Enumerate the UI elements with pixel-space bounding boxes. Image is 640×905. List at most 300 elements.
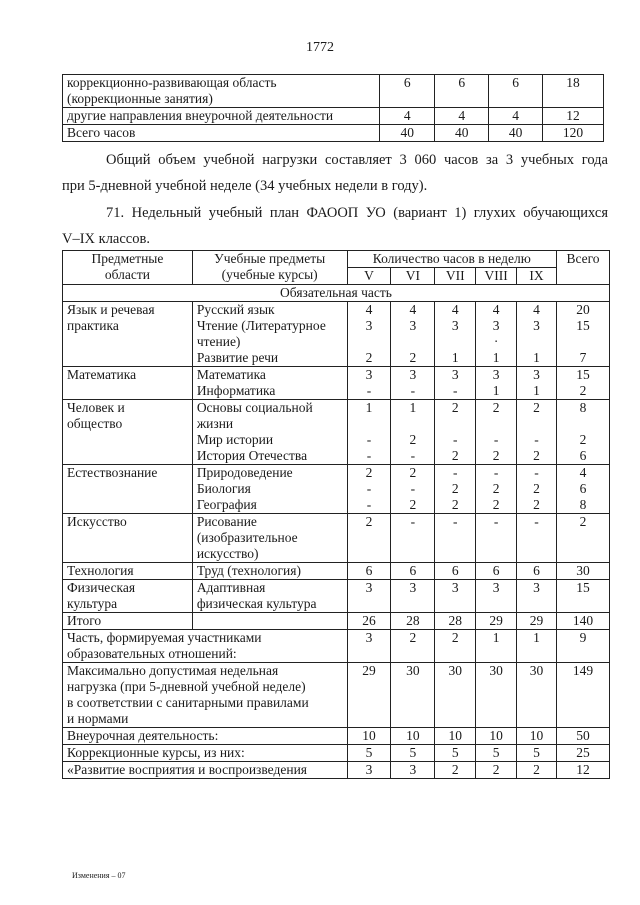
total-hours (557, 745, 610, 762)
grade-hours (347, 728, 391, 745)
row-value-line: 4 (403, 108, 411, 123)
grade-header-line: VII (445, 268, 465, 283)
row-label (63, 75, 380, 108)
continuation-table (62, 74, 604, 142)
grade-hours (517, 613, 557, 630)
row-value-line: 4 (458, 108, 466, 123)
summary-label-line: Итого (67, 613, 102, 628)
grade-hours-line: 3 (533, 318, 540, 333)
grade-hours-line: 30 (489, 663, 503, 678)
grade-hours-line: 3 (365, 630, 373, 645)
grade-hours (391, 762, 435, 779)
grade-hours-line: - (534, 432, 539, 447)
grade-header-line: VIII (484, 268, 508, 283)
grade-hours-line: 6 (492, 563, 500, 578)
total-hours-line: 50 (576, 728, 590, 743)
subject-list-line: жизни (196, 416, 234, 431)
grade-hours (476, 400, 517, 465)
row-value-line: 18 (566, 75, 580, 90)
total-hours-line: 12 (576, 762, 590, 777)
summary-label (63, 745, 348, 762)
row-value-line: 6 (458, 75, 466, 90)
grade-hours-line: 3 (451, 318, 459, 333)
grade-hours-line: 5 (451, 745, 459, 760)
grade-hours-line (521, 334, 552, 350)
grade-hours-line: 2 (409, 350, 417, 365)
row-value-line: 6 (403, 75, 411, 90)
grade-hours-line: 5 (533, 745, 540, 760)
grade-hours (476, 663, 517, 728)
grade-hours-line: 5 (409, 745, 417, 760)
grade-hours-line: 2 (409, 630, 417, 645)
subject-area-line: Математика (67, 367, 137, 382)
grade-hours-line: 3 (409, 318, 417, 333)
grade-hours-line: 1 (492, 350, 500, 365)
grade-hours (391, 728, 435, 745)
grade-header-line: V (364, 268, 374, 283)
grade-hours-line: · (493, 334, 499, 349)
grade-hours-line: 2 (451, 448, 459, 463)
total-hours (557, 630, 610, 663)
summary-label-line: Коррекционные курсы, из них: (67, 745, 245, 760)
total-hours-line: 15 (576, 318, 590, 333)
grade-hours-line: 2 (409, 465, 417, 480)
grade-hours (391, 663, 435, 728)
subject-area-line: Человек и (67, 400, 125, 415)
grade-hours (347, 580, 391, 613)
grade-hours-line: - (366, 481, 372, 496)
subject-area-row (63, 367, 610, 400)
total-hours (557, 728, 610, 745)
grade-hours-line: 3 (409, 762, 417, 777)
total-hours (557, 563, 610, 580)
total-hours (557, 663, 610, 728)
header-subjects-line: Учебные предметы (214, 251, 326, 266)
grade-hours-line: 3 (365, 762, 373, 777)
grade-hours-line: 30 (448, 663, 462, 678)
subject-list-line: Русский язык (196, 302, 275, 317)
grade-hours-line (439, 416, 471, 432)
grade-hours (391, 514, 435, 563)
grade-hours-line: - (452, 383, 458, 398)
grade-hours-line: 2 (492, 497, 500, 512)
header-row (63, 251, 610, 268)
row-label-line: коррекционно-развивающая область (67, 75, 277, 90)
row-value (435, 125, 489, 142)
grade-hours-line: - (534, 465, 539, 480)
total-hours-line: 6 (579, 448, 587, 463)
grade-hours-line (395, 334, 430, 350)
row-value-line: 40 (508, 125, 523, 140)
grade-hours (391, 465, 435, 514)
total-hours (557, 367, 610, 400)
grade-hours-line: 10 (529, 728, 544, 743)
grade-hours-line: 2 (533, 481, 540, 496)
row-value (543, 125, 604, 142)
grade-hours (435, 762, 476, 779)
grade-hours (391, 563, 435, 580)
grade-hours-line: 30 (406, 663, 420, 678)
grade-hours (476, 745, 517, 762)
grade-hours-line: 6 (451, 563, 459, 578)
grade-hours-line: - (452, 514, 458, 529)
grade-hours (347, 762, 391, 779)
grade-hours-line: 10 (448, 728, 462, 743)
subject-list (192, 465, 347, 514)
subject-area-line: культура (67, 596, 118, 611)
grade-hours-line: 3 (365, 367, 373, 382)
subject-list-line: Информатика (196, 383, 276, 398)
grade-hours-line: 30 (529, 663, 544, 678)
row-value (380, 125, 435, 142)
header-area (63, 251, 193, 285)
summary-label-line: Часть, формируемая участниками (67, 630, 262, 645)
grade-hours-line: 2 (492, 448, 500, 463)
table-row (63, 108, 604, 125)
summary-label-line: «Развитие восприятия и воспроизведения (67, 762, 308, 777)
total-hours-line (561, 334, 605, 350)
grade-hours-line (395, 416, 430, 432)
grade-hours (476, 302, 517, 367)
grade-hours-line: 6 (409, 563, 417, 578)
subject-list-line: Рисование (196, 514, 257, 529)
grade-hours (476, 613, 517, 630)
grade-hours (435, 663, 476, 728)
summary-row (63, 762, 610, 779)
grade-hours-line: 4 (451, 302, 459, 317)
grade-hours-line: - (452, 432, 458, 447)
header-subjects-line: (учебные курсы) (221, 267, 318, 282)
total-hours-line: 15 (576, 367, 590, 382)
grade-hours-line (439, 334, 471, 350)
grade-header (517, 268, 557, 285)
grade-hours-line: 1 (409, 400, 417, 415)
total-hours-line (561, 416, 605, 432)
total-hours-line: 140 (572, 613, 594, 628)
subject-list (192, 400, 347, 465)
table-row (63, 125, 604, 142)
subject-list-line: География (196, 497, 257, 512)
grade-hours (435, 302, 476, 367)
grade-hours (391, 745, 435, 762)
subject-list (192, 563, 347, 580)
total-hours (557, 762, 610, 779)
grade-hours-line: 2 (451, 497, 459, 512)
grade-header-line: VI (405, 268, 420, 283)
grade-hours-line: 4 (492, 302, 500, 317)
subject-list-line: Развитие речи (196, 350, 279, 365)
subject-area (63, 465, 193, 514)
total-hours-line: 15 (576, 580, 590, 595)
grade-hours (347, 663, 391, 728)
load-paragraph-line2: при 5-дневной учебной неделе (34 учебных недели в году). (62, 178, 428, 194)
grade-hours (517, 514, 557, 563)
grade-hours (476, 762, 517, 779)
grade-hours-line: 2 (533, 400, 540, 415)
grade-hours-line: 4 (365, 302, 373, 317)
subject-area-row (63, 514, 610, 563)
grade-hours (347, 465, 391, 514)
grade-hours-line: 3 (492, 367, 500, 382)
grade-hours-line: 1 (492, 383, 500, 398)
grade-hours-line: 2 (451, 400, 459, 415)
grade-hours-line: - (410, 514, 416, 529)
total-hours-line: 4 (579, 465, 587, 480)
grade-hours-line: 2 (451, 481, 459, 496)
grade-hours (517, 465, 557, 514)
total-hours-line: 8 (579, 400, 587, 415)
grade-hours (517, 728, 557, 745)
grade-hours (435, 514, 476, 563)
row-value (435, 108, 489, 125)
grade-hours-line: 1 (533, 383, 540, 398)
grade-hours-line: - (366, 448, 372, 463)
grade-hours (476, 580, 517, 613)
grade-hours (347, 613, 391, 630)
grade-header (391, 268, 435, 285)
grade-hours (476, 367, 517, 400)
subject-list-line: физическая культура (196, 596, 317, 611)
subject-list (192, 580, 347, 613)
grade-hours (476, 630, 517, 663)
footer-note: Изменения – 07 (72, 871, 126, 880)
total-hours-line: 149 (572, 663, 594, 678)
grade-hours-line: 5 (365, 745, 373, 760)
grade-hours-line: 6 (533, 563, 540, 578)
subject-area-row (63, 563, 610, 580)
grade-header (435, 268, 476, 285)
grade-hours-line: - (366, 432, 372, 447)
grade-hours-line: 1 (533, 350, 540, 365)
subject-list-line: Мир истории (196, 432, 274, 447)
summary-label-line: Внеурочная деятельность: (67, 728, 219, 743)
subject-area-row (63, 580, 610, 613)
grade-hours (391, 630, 435, 663)
total-hours-line: 30 (576, 563, 590, 578)
grade-hours-line: 3 (451, 580, 459, 595)
grade-hours-line: 26 (362, 613, 376, 628)
row-value (489, 125, 543, 142)
grade-hours-line: - (410, 383, 416, 398)
grade-hours (517, 663, 557, 728)
header-hours (347, 251, 556, 268)
grade-hours (517, 400, 557, 465)
grade-hours-line: 2 (492, 481, 500, 496)
subject-area-line: Естествознание (67, 465, 158, 480)
summary-row (63, 728, 610, 745)
summary-label (63, 613, 193, 630)
row-value-line: 40 (454, 125, 469, 140)
grade-hours (347, 745, 391, 762)
grade-hours-line: 10 (406, 728, 420, 743)
grade-hours-line: - (493, 465, 499, 480)
summary-row (63, 630, 610, 663)
grade-hours-line (480, 416, 512, 432)
grade-hours-line: 2 (409, 432, 417, 447)
grade-hours-line: 1 (533, 630, 540, 645)
grade-hours (391, 302, 435, 367)
total-hours (557, 514, 610, 563)
grade-hours (517, 630, 557, 663)
subject-list-line: Адаптивная (196, 580, 266, 595)
page-number: 1772 (306, 40, 334, 55)
row-value-line: 40 (400, 125, 415, 140)
row-value (543, 75, 604, 108)
summary-label-line: образовательных отношений: (67, 646, 237, 661)
grade-hours-line: 1 (365, 400, 373, 415)
row-value-line: 6 (512, 75, 519, 90)
mandatory-part-label (63, 285, 610, 302)
total-hours (557, 613, 610, 630)
grade-hours-line: 10 (362, 728, 376, 743)
empty-cell (192, 613, 347, 630)
header-hours-line: Количество часов в неделю (372, 251, 531, 266)
subject-list-line: Природоведение (196, 465, 293, 480)
grade-hours-line: - (366, 383, 372, 398)
grade-hours-line: 29 (489, 613, 503, 628)
row-value-line: 4 (512, 108, 519, 123)
summary-label-line: Максимально допустимая недельная (67, 663, 279, 678)
grade-hours-line: 3 (365, 318, 373, 333)
summary-label (63, 663, 348, 728)
subject-area-line: Технология (67, 563, 134, 578)
grade-hours (347, 400, 391, 465)
grade-header (476, 268, 517, 285)
grade-hours (517, 762, 557, 779)
subject-list-line: Основы социальной (196, 400, 313, 415)
row-label-line: другие направления внеурочной деятельности (67, 108, 334, 123)
grade-hours-line: 4 (409, 302, 417, 317)
subject-list-line: (изобразительное (196, 530, 298, 545)
grade-hours (347, 630, 391, 663)
grade-hours-line (352, 416, 387, 432)
grade-hours (435, 563, 476, 580)
grade-hours-line: - (493, 514, 499, 529)
total-hours-line: 25 (576, 745, 590, 760)
grade-hours-line: 2 (365, 514, 373, 529)
grade-hours (347, 563, 391, 580)
header-subjects (192, 251, 347, 285)
grade-hours (435, 745, 476, 762)
grade-hours (476, 728, 517, 745)
subject-area-line: Физическая (67, 580, 136, 595)
subject-area-row (63, 302, 610, 367)
grade-hours-line: 2 (365, 465, 373, 480)
grade-hours-line: - (452, 465, 458, 480)
grade-hours-line: 3 (533, 580, 540, 595)
subject-list-line: искусство) (196, 546, 259, 561)
grade-hours-line: 6 (365, 563, 373, 578)
mandatory-part-label-line: Обязательная часть (280, 285, 392, 300)
grade-hours (435, 367, 476, 400)
grade-hours-line: 28 (448, 613, 462, 628)
summary-label-line: в соответствии с санитарными правилами (67, 695, 309, 710)
subject-area (63, 580, 193, 613)
subject-list-line: История Отечества (196, 448, 308, 463)
row-label (63, 125, 380, 142)
grade-hours-line: 2 (451, 762, 459, 777)
grade-hours (476, 563, 517, 580)
section-heading-line2: V–IX классов. (62, 231, 150, 247)
grade-hours-line: 29 (362, 663, 376, 678)
header-total-line: Всего (566, 251, 600, 266)
grade-hours-line: 2 (409, 497, 417, 512)
grade-hours (435, 630, 476, 663)
subject-area-line: практика (67, 318, 119, 333)
grade-hours-line (521, 416, 552, 432)
row-label-line: (коррекционные занятия) (67, 91, 213, 106)
total-hours (557, 400, 610, 465)
summary-row (63, 663, 610, 728)
total-hours-line: 9 (579, 630, 587, 645)
header-area-line: области (104, 267, 150, 282)
grade-header (347, 268, 391, 285)
grade-hours-line: 2 (492, 762, 500, 777)
table-row (63, 75, 604, 108)
row-value-line: 12 (566, 108, 580, 123)
total-hours (557, 465, 610, 514)
grade-hours-line: - (410, 448, 416, 463)
summary-label-line: нагрузка (при 5-дневной учебной неделе) (67, 679, 306, 694)
summary-label (63, 728, 348, 745)
summary-label (63, 762, 348, 779)
total-hours-line: 7 (579, 350, 587, 365)
grade-hours-line: 2 (492, 400, 500, 415)
total-hours-line: 2 (579, 432, 587, 447)
subject-list (192, 302, 347, 367)
grade-hours (517, 302, 557, 367)
row-value (489, 108, 543, 125)
grade-hours (347, 367, 391, 400)
row-value-line: 120 (562, 125, 584, 140)
grade-hours (517, 367, 557, 400)
load-paragraph-line1: Общий объем учебной нагрузки составляет 3 060 часов за 3 учебных года (106, 152, 608, 168)
grade-hours-line: 2 (533, 448, 540, 463)
grade-hours (391, 613, 435, 630)
section-heading-line1: 71. Недельный учебный план ФАООП УО (вариант 1) глухих обучающихся (106, 205, 608, 221)
grade-hours-line: - (493, 432, 499, 447)
grade-hours (476, 514, 517, 563)
total-hours-line: 20 (576, 302, 590, 317)
grade-hours (391, 580, 435, 613)
grade-hours (391, 367, 435, 400)
summary-row (63, 613, 610, 630)
total-hours (557, 302, 610, 367)
subject-area (63, 514, 193, 563)
grade-hours-line: 5 (492, 745, 500, 760)
total-hours (557, 580, 610, 613)
grade-hours-line (352, 334, 387, 350)
subject-area (63, 367, 193, 400)
grade-hours-line: 3 (492, 580, 500, 595)
grade-hours (476, 465, 517, 514)
row-value (489, 75, 543, 108)
grade-hours-line: 3 (409, 367, 417, 382)
grade-hours-line: 3 (451, 367, 459, 382)
grade-hours (435, 613, 476, 630)
row-value (435, 75, 489, 108)
grade-hours (347, 514, 391, 563)
grade-hours-line: 3 (492, 318, 500, 333)
row-label (63, 108, 380, 125)
summary-row (63, 745, 610, 762)
subject-area-line: Искусство (67, 514, 127, 529)
grade-hours-line: 10 (489, 728, 503, 743)
grade-header-line: IX (529, 268, 544, 283)
subject-area-row (63, 465, 610, 514)
subject-area (63, 302, 193, 367)
grade-hours-line: 1 (451, 350, 459, 365)
